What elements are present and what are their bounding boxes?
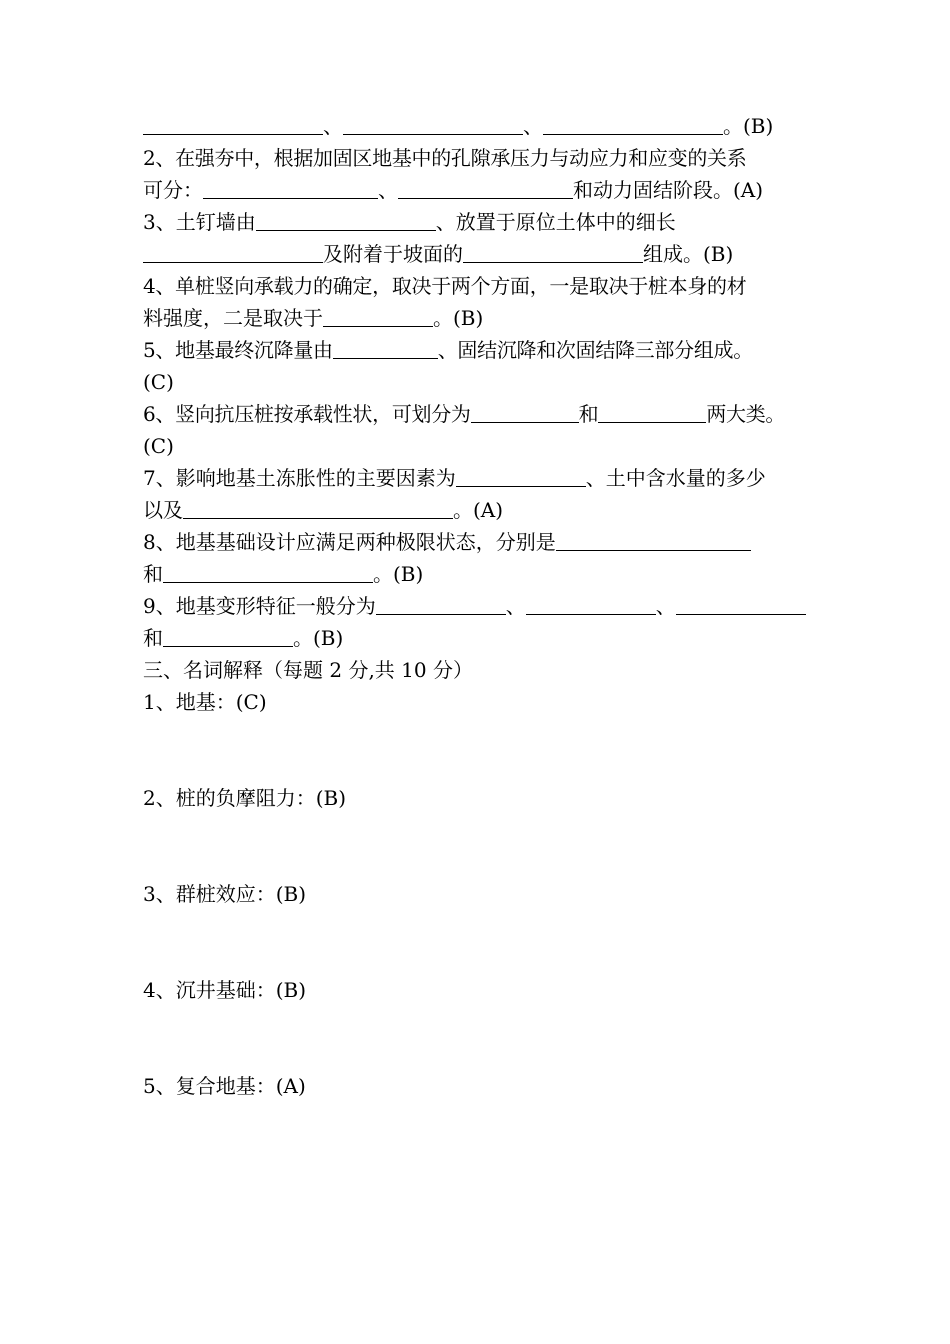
q1-line: 、 、 。(B) xyxy=(143,110,823,142)
q9-line-1: 9、地基变形特征一般分为 、 、 xyxy=(143,590,823,622)
q3-line-2: 及附着于坡面的 组成。(B) xyxy=(143,238,823,270)
answer-blank[interactable] xyxy=(471,402,579,423)
q7-line-1: 7、影响地基土冻胀性的主要因素为 、土中含水量的多少 xyxy=(143,466,766,490)
q3-line-1: 3、土钉墙由 、放置于原位土体中的细长 xyxy=(143,210,676,234)
answer-blank[interactable] xyxy=(598,402,706,423)
answer-blank[interactable] xyxy=(163,562,373,583)
answer-blank[interactable] xyxy=(183,498,453,519)
q5-line-1: 5、地基最终沉降量由 、固结沉降和次固结降三部分组成。 xyxy=(143,338,753,362)
q2-line-1: 2、在强夯中，根据加固区地基中的孔隙承压力与动应力和应变的关系 xyxy=(143,146,747,170)
section-title: 三、名词解释（每题 2 分,共 10 分） xyxy=(143,658,473,682)
answer-space[interactable] xyxy=(143,814,823,878)
q6-line-2: (C) xyxy=(143,434,174,458)
answer-blank[interactable] xyxy=(398,178,573,199)
answer-blank[interactable] xyxy=(456,466,586,487)
answer-blank[interactable] xyxy=(143,242,323,263)
answer-blank[interactable] xyxy=(163,626,293,647)
answer-blank[interactable] xyxy=(203,178,378,199)
q4-line-1: 4、单桩竖向承载力的确定，取决于两个方面，一是取决于桩本身的材 xyxy=(143,274,747,298)
answer-blank[interactable] xyxy=(463,242,643,263)
q9-line-2: 和 。(B) xyxy=(143,626,344,650)
answer-blank[interactable] xyxy=(343,114,523,135)
answer-blank[interactable] xyxy=(543,114,723,135)
term-item: 2、桩的负摩阻力：(B) xyxy=(143,786,347,810)
q6-line-1: 6、竖向抗压桩按承载性状，可划分为 和 两大类。 xyxy=(143,402,786,426)
answer-space[interactable] xyxy=(143,1006,823,1070)
answer-blank[interactable] xyxy=(143,114,323,135)
answer-blank[interactable] xyxy=(526,594,656,615)
term-item: 1、地基：(C) xyxy=(143,690,267,714)
answer-space[interactable] xyxy=(143,910,823,974)
term-item: 5、复合地基：(A) xyxy=(143,1074,306,1098)
q7-line-2: 以及 。(A) xyxy=(143,498,504,522)
q8-line-2: 和 。(B) xyxy=(143,562,424,586)
q8-line-1: 8、地基基础设计应满足两种极限状态，分别是 xyxy=(143,526,823,558)
answer-blank[interactable] xyxy=(376,594,506,615)
answer-blank[interactable] xyxy=(333,338,438,359)
answer-blank[interactable] xyxy=(676,594,806,615)
term-item: 4、沉井基础：(B) xyxy=(143,978,307,1002)
document-page xyxy=(143,110,823,1102)
term-item: 3、群桩效应：(B) xyxy=(143,882,307,906)
q4-line-2: 料强度，二是取决于 。(B) xyxy=(143,306,484,330)
answer-blank[interactable] xyxy=(256,210,436,231)
q5-line-2: (C) xyxy=(143,370,174,394)
answer-space[interactable] xyxy=(143,718,823,782)
q2-line-2: 可分： 、 和动力固结阶段。(A) xyxy=(143,178,764,202)
answer-blank[interactable] xyxy=(323,306,433,327)
answer-blank[interactable] xyxy=(556,530,751,551)
